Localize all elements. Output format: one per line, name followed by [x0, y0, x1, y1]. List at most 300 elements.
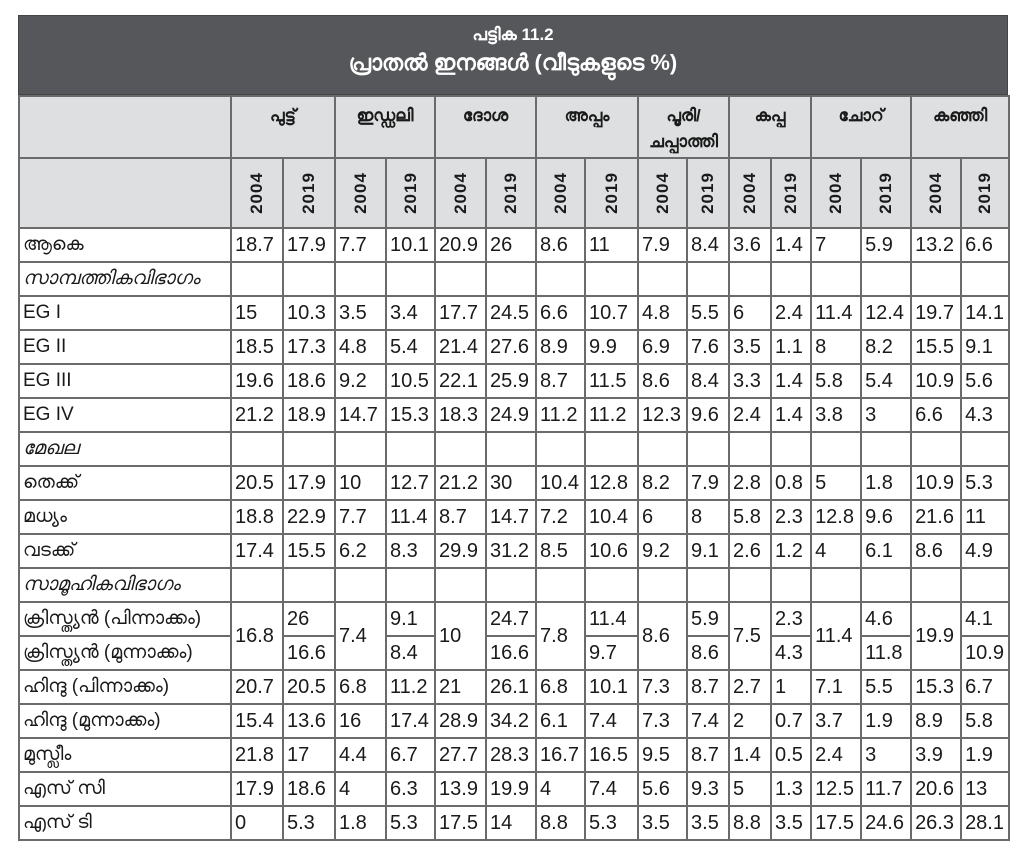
data-cell: 20.5 — [231, 466, 283, 500]
data-cell: 34.2 — [486, 704, 536, 738]
data-cell: 28.9 — [435, 704, 486, 738]
row-label: വടക്ക് — [19, 534, 231, 568]
table-row — [19, 500, 1009, 534]
data-cell: 27.6 — [486, 330, 536, 364]
year-header — [638, 158, 687, 228]
data-cell: 15.4 — [231, 704, 283, 738]
data-cell: 10.4 — [585, 500, 638, 534]
data-cell: 8.2 — [861, 330, 911, 364]
data-cell: 10.7 — [585, 296, 638, 330]
year-label: 2004 — [652, 172, 672, 214]
data-cell: 8.7 — [687, 670, 729, 704]
empty-cell — [335, 432, 386, 466]
data-cell: 16 — [335, 704, 386, 738]
data-cell: 8.4 — [687, 364, 729, 398]
year-header — [335, 158, 386, 228]
empty-cell — [335, 262, 386, 296]
data-cell: 8.6 — [687, 636, 729, 670]
row-label: മുസ്ലീം — [19, 738, 231, 772]
empty-cell — [585, 262, 638, 296]
data-cell: 3.5 — [638, 806, 687, 840]
data-cell: 9.9 — [585, 330, 638, 364]
data-cell: 10.1 — [585, 670, 638, 704]
data-cell: 0.5 — [771, 738, 811, 772]
year-label: 2004 — [450, 172, 470, 214]
data-cell: 3 — [861, 738, 911, 772]
data-cell: 4.6 — [861, 602, 911, 636]
data-cell: 8.4 — [687, 228, 729, 262]
data-cell: 6.3 — [386, 772, 435, 806]
data-cell: 11.4 — [811, 296, 861, 330]
data-cell: 1.3 — [771, 772, 811, 806]
data-cell: 7.4 — [585, 704, 638, 738]
data-cell: 5.3 — [386, 806, 435, 840]
data-cell: 5.8 — [729, 500, 771, 534]
data-cell: 5 — [811, 466, 861, 500]
data-cell: 8 — [811, 330, 861, 364]
data-cell: 18.7 — [231, 228, 283, 262]
header-row-items — [19, 96, 1009, 158]
data-cell: 27.7 — [435, 738, 486, 772]
empty-cell — [386, 432, 435, 466]
data-cell: 11 — [961, 500, 1009, 534]
header-dosa: ദോശ — [435, 96, 536, 158]
data-cell: 3.8 — [811, 398, 861, 432]
data-cell: 3.5 — [687, 806, 729, 840]
data-cell: 7.9 — [687, 466, 729, 500]
data-cell: 7.4 — [687, 704, 729, 738]
empty-cell — [961, 262, 1009, 296]
data-cell: 11 — [585, 228, 638, 262]
table-body — [19, 228, 1009, 840]
data-cell: 5.6 — [638, 772, 687, 806]
data-cell: 9.1 — [687, 534, 729, 568]
empty-cell — [386, 262, 435, 296]
data-cell: 20.9 — [435, 228, 486, 262]
year-label: 2019 — [876, 172, 896, 214]
data-cell: 3.6 — [729, 228, 771, 262]
data-cell: 13.9 — [435, 772, 486, 806]
empty-cell — [771, 432, 811, 466]
header-poori-chapati: പൂരി/ ചപ്പാത്തി — [638, 96, 729, 158]
year-header — [771, 158, 811, 228]
data-cell: 1 — [771, 670, 811, 704]
year-header — [961, 158, 1009, 228]
empty-cell — [435, 262, 486, 296]
empty-cell — [961, 568, 1009, 602]
header-idli: ഇഡ്ഡലി — [335, 96, 435, 158]
data-cell: 4.8 — [335, 330, 386, 364]
year-header — [687, 158, 729, 228]
breakfast-items-table — [18, 95, 1010, 841]
data-cell: 2.4 — [811, 738, 861, 772]
data-cell: 6.8 — [536, 670, 585, 704]
data-cell: 5.9 — [687, 602, 729, 636]
data-cell: 11.8 — [861, 636, 911, 670]
data-cell: 31.2 — [486, 534, 536, 568]
table-row — [19, 806, 1009, 840]
data-cell: 12.7 — [386, 466, 435, 500]
data-cell: 1.9 — [961, 738, 1009, 772]
header-corner — [19, 96, 231, 158]
header-puttu: പുട്ട് — [231, 96, 335, 158]
data-cell: 4.9 — [961, 534, 1009, 568]
data-cell: 5.8 — [811, 364, 861, 398]
table-row — [19, 296, 1009, 330]
data-cell: 18.9 — [283, 398, 335, 432]
data-cell: 21 — [435, 670, 486, 704]
empty-cell — [283, 568, 335, 602]
data-cell: 1.8 — [335, 806, 386, 840]
empty-cell — [536, 568, 585, 602]
data-cell-shared: 7.5 — [729, 602, 771, 670]
empty-cell — [231, 568, 283, 602]
data-cell: 5.5 — [861, 670, 911, 704]
header-corner-years — [19, 158, 231, 228]
data-cell: 1.9 — [861, 704, 911, 738]
data-cell: 17.4 — [231, 534, 283, 568]
empty-cell — [911, 432, 961, 466]
year-label: 2004 — [550, 172, 570, 214]
data-cell-shared: 7.4 — [335, 602, 386, 670]
empty-cell — [536, 262, 585, 296]
data-cell: 8.8 — [729, 806, 771, 840]
year-header — [283, 158, 335, 228]
data-cell: 3.7 — [811, 704, 861, 738]
data-cell: 1.4 — [729, 738, 771, 772]
table-row — [19, 636, 1009, 670]
data-cell: 7.6 — [687, 330, 729, 364]
data-cell: 10.1 — [386, 228, 435, 262]
data-cell: 11.4 — [585, 602, 638, 636]
data-cell: 12.5 — [811, 772, 861, 806]
data-cell: 5.8 — [961, 704, 1009, 738]
empty-cell — [687, 432, 729, 466]
data-cell: 21.6 — [911, 500, 961, 534]
empty-cell — [729, 262, 771, 296]
data-cell: 28.1 — [961, 806, 1009, 840]
data-cell: 18.8 — [231, 500, 283, 534]
data-cell: 3.3 — [729, 364, 771, 398]
data-cell: 2.6 — [729, 534, 771, 568]
data-cell: 4 — [335, 772, 386, 806]
data-cell: 18.6 — [283, 364, 335, 398]
data-cell: 14.7 — [335, 398, 386, 432]
table-row — [19, 670, 1009, 704]
data-cell: 7.3 — [638, 670, 687, 704]
empty-cell — [283, 262, 335, 296]
year-label: 2004 — [740, 172, 760, 214]
data-cell: 7 — [811, 228, 861, 262]
data-cell: 29.9 — [435, 534, 486, 568]
data-cell: 17.9 — [283, 466, 335, 500]
section-row — [19, 568, 1009, 602]
data-cell: 4.4 — [335, 738, 386, 772]
empty-cell — [729, 568, 771, 602]
empty-cell — [911, 568, 961, 602]
empty-cell — [961, 432, 1009, 466]
data-cell: 9.2 — [638, 534, 687, 568]
data-cell: 20.7 — [231, 670, 283, 704]
data-cell: 18.5 — [231, 330, 283, 364]
data-cell: 3 — [861, 398, 911, 432]
row-label: എസ് ടി — [19, 806, 231, 840]
data-cell: 12.8 — [811, 500, 861, 534]
empty-cell — [231, 432, 283, 466]
empty-cell — [861, 262, 911, 296]
data-cell: 5.3 — [585, 806, 638, 840]
data-cell: 17.5 — [811, 806, 861, 840]
empty-cell — [771, 262, 811, 296]
data-cell: 4.3 — [961, 398, 1009, 432]
data-cell: 4 — [811, 534, 861, 568]
year-label: 2019 — [400, 172, 420, 214]
data-cell: 0 — [231, 806, 283, 840]
data-cell: 18.6 — [283, 772, 335, 806]
data-cell: 10.6 — [585, 534, 638, 568]
row-label: ഹിന്ദു (പിന്നാക്കം) — [19, 670, 231, 704]
data-cell: 9.5 — [638, 738, 687, 772]
data-cell: 11.7 — [861, 772, 911, 806]
row-label: EG IV — [19, 398, 231, 432]
data-cell: 17.7 — [435, 296, 486, 330]
data-cell: 1.2 — [771, 534, 811, 568]
data-cell: 11.4 — [386, 500, 435, 534]
header-kanji: കഞ്ഞി — [911, 96, 1009, 158]
data-cell: 25.9 — [486, 364, 536, 398]
data-cell: 17.5 — [435, 806, 486, 840]
data-cell: 28.3 — [486, 738, 536, 772]
data-cell: 7.4 — [585, 772, 638, 806]
empty-cell — [861, 568, 911, 602]
table-row — [19, 534, 1009, 568]
data-cell: 6.9 — [638, 330, 687, 364]
data-cell-shared: 10 — [435, 602, 486, 670]
empty-cell — [283, 432, 335, 466]
data-cell: 7.3 — [638, 704, 687, 738]
data-cell: 26.3 — [911, 806, 961, 840]
data-cell: 16.6 — [283, 636, 335, 670]
table-number: പട്ടിക 11.2 — [472, 25, 554, 44]
table-row — [19, 228, 1009, 262]
data-cell: 21.8 — [231, 738, 283, 772]
empty-cell — [638, 568, 687, 602]
data-cell: 8.2 — [638, 466, 687, 500]
data-cell: 8.6 — [536, 228, 585, 262]
data-cell: 26 — [283, 602, 335, 636]
data-cell: 10.9 — [911, 364, 961, 398]
data-cell: 0.7 — [771, 704, 811, 738]
data-cell: 17 — [283, 738, 335, 772]
data-cell: 9.3 — [687, 772, 729, 806]
data-cell: 16.7 — [536, 738, 585, 772]
header-appam: അപ്പം — [536, 96, 638, 158]
data-cell: 4.8 — [638, 296, 687, 330]
data-cell: 9.6 — [861, 500, 911, 534]
row-label: EG II — [19, 330, 231, 364]
row-label: ക്രിസ്ത്യൻ (പിന്നാക്കം) — [19, 602, 231, 636]
data-cell: 10.3 — [283, 296, 335, 330]
data-cell: 2.8 — [729, 466, 771, 500]
data-cell: 5.5 — [687, 296, 729, 330]
data-cell: 8.4 — [386, 636, 435, 670]
table-row — [19, 704, 1009, 738]
data-cell: 3.5 — [335, 296, 386, 330]
data-cell: 7.9 — [638, 228, 687, 262]
data-cell: 14.1 — [961, 296, 1009, 330]
row-label: എസ് സി — [19, 772, 231, 806]
empty-cell — [911, 262, 961, 296]
data-cell: 6.2 — [335, 534, 386, 568]
section-label: മേഖല — [19, 432, 231, 466]
empty-cell — [861, 432, 911, 466]
year-label: 2019 — [698, 172, 718, 214]
table-container — [18, 15, 1008, 841]
year-label: 2019 — [975, 172, 995, 214]
data-cell: 6 — [729, 296, 771, 330]
data-cell: 1.4 — [771, 398, 811, 432]
data-cell: 17.9 — [283, 228, 335, 262]
data-cell-shared: 8.6 — [638, 602, 687, 670]
data-cell: 5.4 — [861, 364, 911, 398]
empty-cell — [386, 568, 435, 602]
data-cell: 30 — [486, 466, 536, 500]
data-cell: 7.7 — [335, 228, 386, 262]
data-cell: 19.7 — [911, 296, 961, 330]
year-header — [536, 158, 585, 228]
table-row — [19, 364, 1009, 398]
data-cell: 24.6 — [861, 806, 911, 840]
data-cell: 16.5 — [585, 738, 638, 772]
data-cell: 10.9 — [911, 466, 961, 500]
data-cell: 12.8 — [585, 466, 638, 500]
header-kappa: കപ്പ — [729, 96, 811, 158]
row-label: ആകെ — [19, 228, 231, 262]
year-header — [811, 158, 861, 228]
data-cell: 3.5 — [771, 806, 811, 840]
row-label: EG III — [19, 364, 231, 398]
data-cell: 17.3 — [283, 330, 335, 364]
data-cell-shared: 19.9 — [911, 602, 961, 670]
data-cell: 24.7 — [486, 602, 536, 636]
data-cell: 24.5 — [486, 296, 536, 330]
data-cell: 26 — [486, 228, 536, 262]
empty-cell — [687, 568, 729, 602]
data-cell: 4 — [536, 772, 585, 806]
data-cell: 1.4 — [771, 228, 811, 262]
data-cell: 5.9 — [861, 228, 911, 262]
data-cell: 11.5 — [585, 364, 638, 398]
data-cell: 5.4 — [386, 330, 435, 364]
data-cell: 2.3 — [771, 602, 811, 636]
data-cell: 24.9 — [486, 398, 536, 432]
data-cell: 9.1 — [386, 602, 435, 636]
data-cell: 13.2 — [911, 228, 961, 262]
data-cell: 18.3 — [435, 398, 486, 432]
table-row — [19, 772, 1009, 806]
data-cell: 3.5 — [729, 330, 771, 364]
data-cell: 13.6 — [283, 704, 335, 738]
table-row — [19, 738, 1009, 772]
year-label: 2004 — [826, 172, 846, 214]
data-cell: 6.1 — [536, 704, 585, 738]
data-cell: 2.4 — [771, 296, 811, 330]
year-label: 2019 — [298, 172, 318, 214]
data-cell: 8.5 — [536, 534, 585, 568]
data-cell: 19.9 — [486, 772, 536, 806]
row-label: തെക്ക് — [19, 466, 231, 500]
empty-cell — [585, 432, 638, 466]
data-cell: 4.1 — [961, 602, 1009, 636]
data-cell: 2 — [729, 704, 771, 738]
data-cell: 20.6 — [911, 772, 961, 806]
data-cell: 12.3 — [638, 398, 687, 432]
year-header — [861, 158, 911, 228]
data-cell-shared: 11.4 — [811, 602, 861, 670]
data-cell: 10.5 — [386, 364, 435, 398]
empty-cell — [771, 568, 811, 602]
data-cell: 13 — [961, 772, 1009, 806]
data-cell: 1.1 — [771, 330, 811, 364]
empty-cell — [486, 568, 536, 602]
table-row — [19, 330, 1009, 364]
data-cell: 14 — [486, 806, 536, 840]
data-cell-shared: 7.8 — [536, 602, 585, 670]
data-cell: 6.6 — [911, 398, 961, 432]
year-header — [911, 158, 961, 228]
row-label: മധ്യം — [19, 500, 231, 534]
data-cell: 26.1 — [486, 670, 536, 704]
data-cell: 8.9 — [536, 330, 585, 364]
data-cell: 8.7 — [536, 364, 585, 398]
empty-cell — [486, 262, 536, 296]
year-label: 2004 — [246, 172, 266, 214]
data-cell: 10 — [335, 466, 386, 500]
table-caption: പ്രാതൽ ഇനങ്ങൾ (വീടുകളുടെ %) — [348, 50, 678, 75]
data-cell: 6.7 — [961, 670, 1009, 704]
table-title-bar — [18, 15, 1008, 95]
empty-cell — [811, 568, 861, 602]
empty-cell — [486, 432, 536, 466]
year-header — [435, 158, 486, 228]
empty-cell — [687, 262, 729, 296]
table-row — [19, 602, 1009, 636]
data-cell: 21.4 — [435, 330, 486, 364]
data-cell: 2.3 — [771, 500, 811, 534]
year-header — [486, 158, 536, 228]
header-rice: ചോറ് — [811, 96, 911, 158]
empty-cell — [811, 262, 861, 296]
data-cell: 15.3 — [386, 398, 435, 432]
data-cell: 5.3 — [961, 466, 1009, 500]
data-cell: 8 — [687, 500, 729, 534]
data-cell: 3.4 — [386, 296, 435, 330]
row-label: ഹിന്ദു (മുന്നാക്കം) — [19, 704, 231, 738]
empty-cell — [638, 262, 687, 296]
data-cell: 9.7 — [585, 636, 638, 670]
data-cell: 16.6 — [486, 636, 536, 670]
data-cell: 22.9 — [283, 500, 335, 534]
data-cell: 6.6 — [961, 228, 1009, 262]
data-cell: 6.6 — [536, 296, 585, 330]
data-cell: 6.7 — [386, 738, 435, 772]
year-label: 2004 — [350, 172, 370, 214]
data-cell: 5 — [729, 772, 771, 806]
data-cell: 11.2 — [585, 398, 638, 432]
data-cell: 11.2 — [386, 670, 435, 704]
data-cell: 8.9 — [911, 704, 961, 738]
data-cell: 15.3 — [911, 670, 961, 704]
